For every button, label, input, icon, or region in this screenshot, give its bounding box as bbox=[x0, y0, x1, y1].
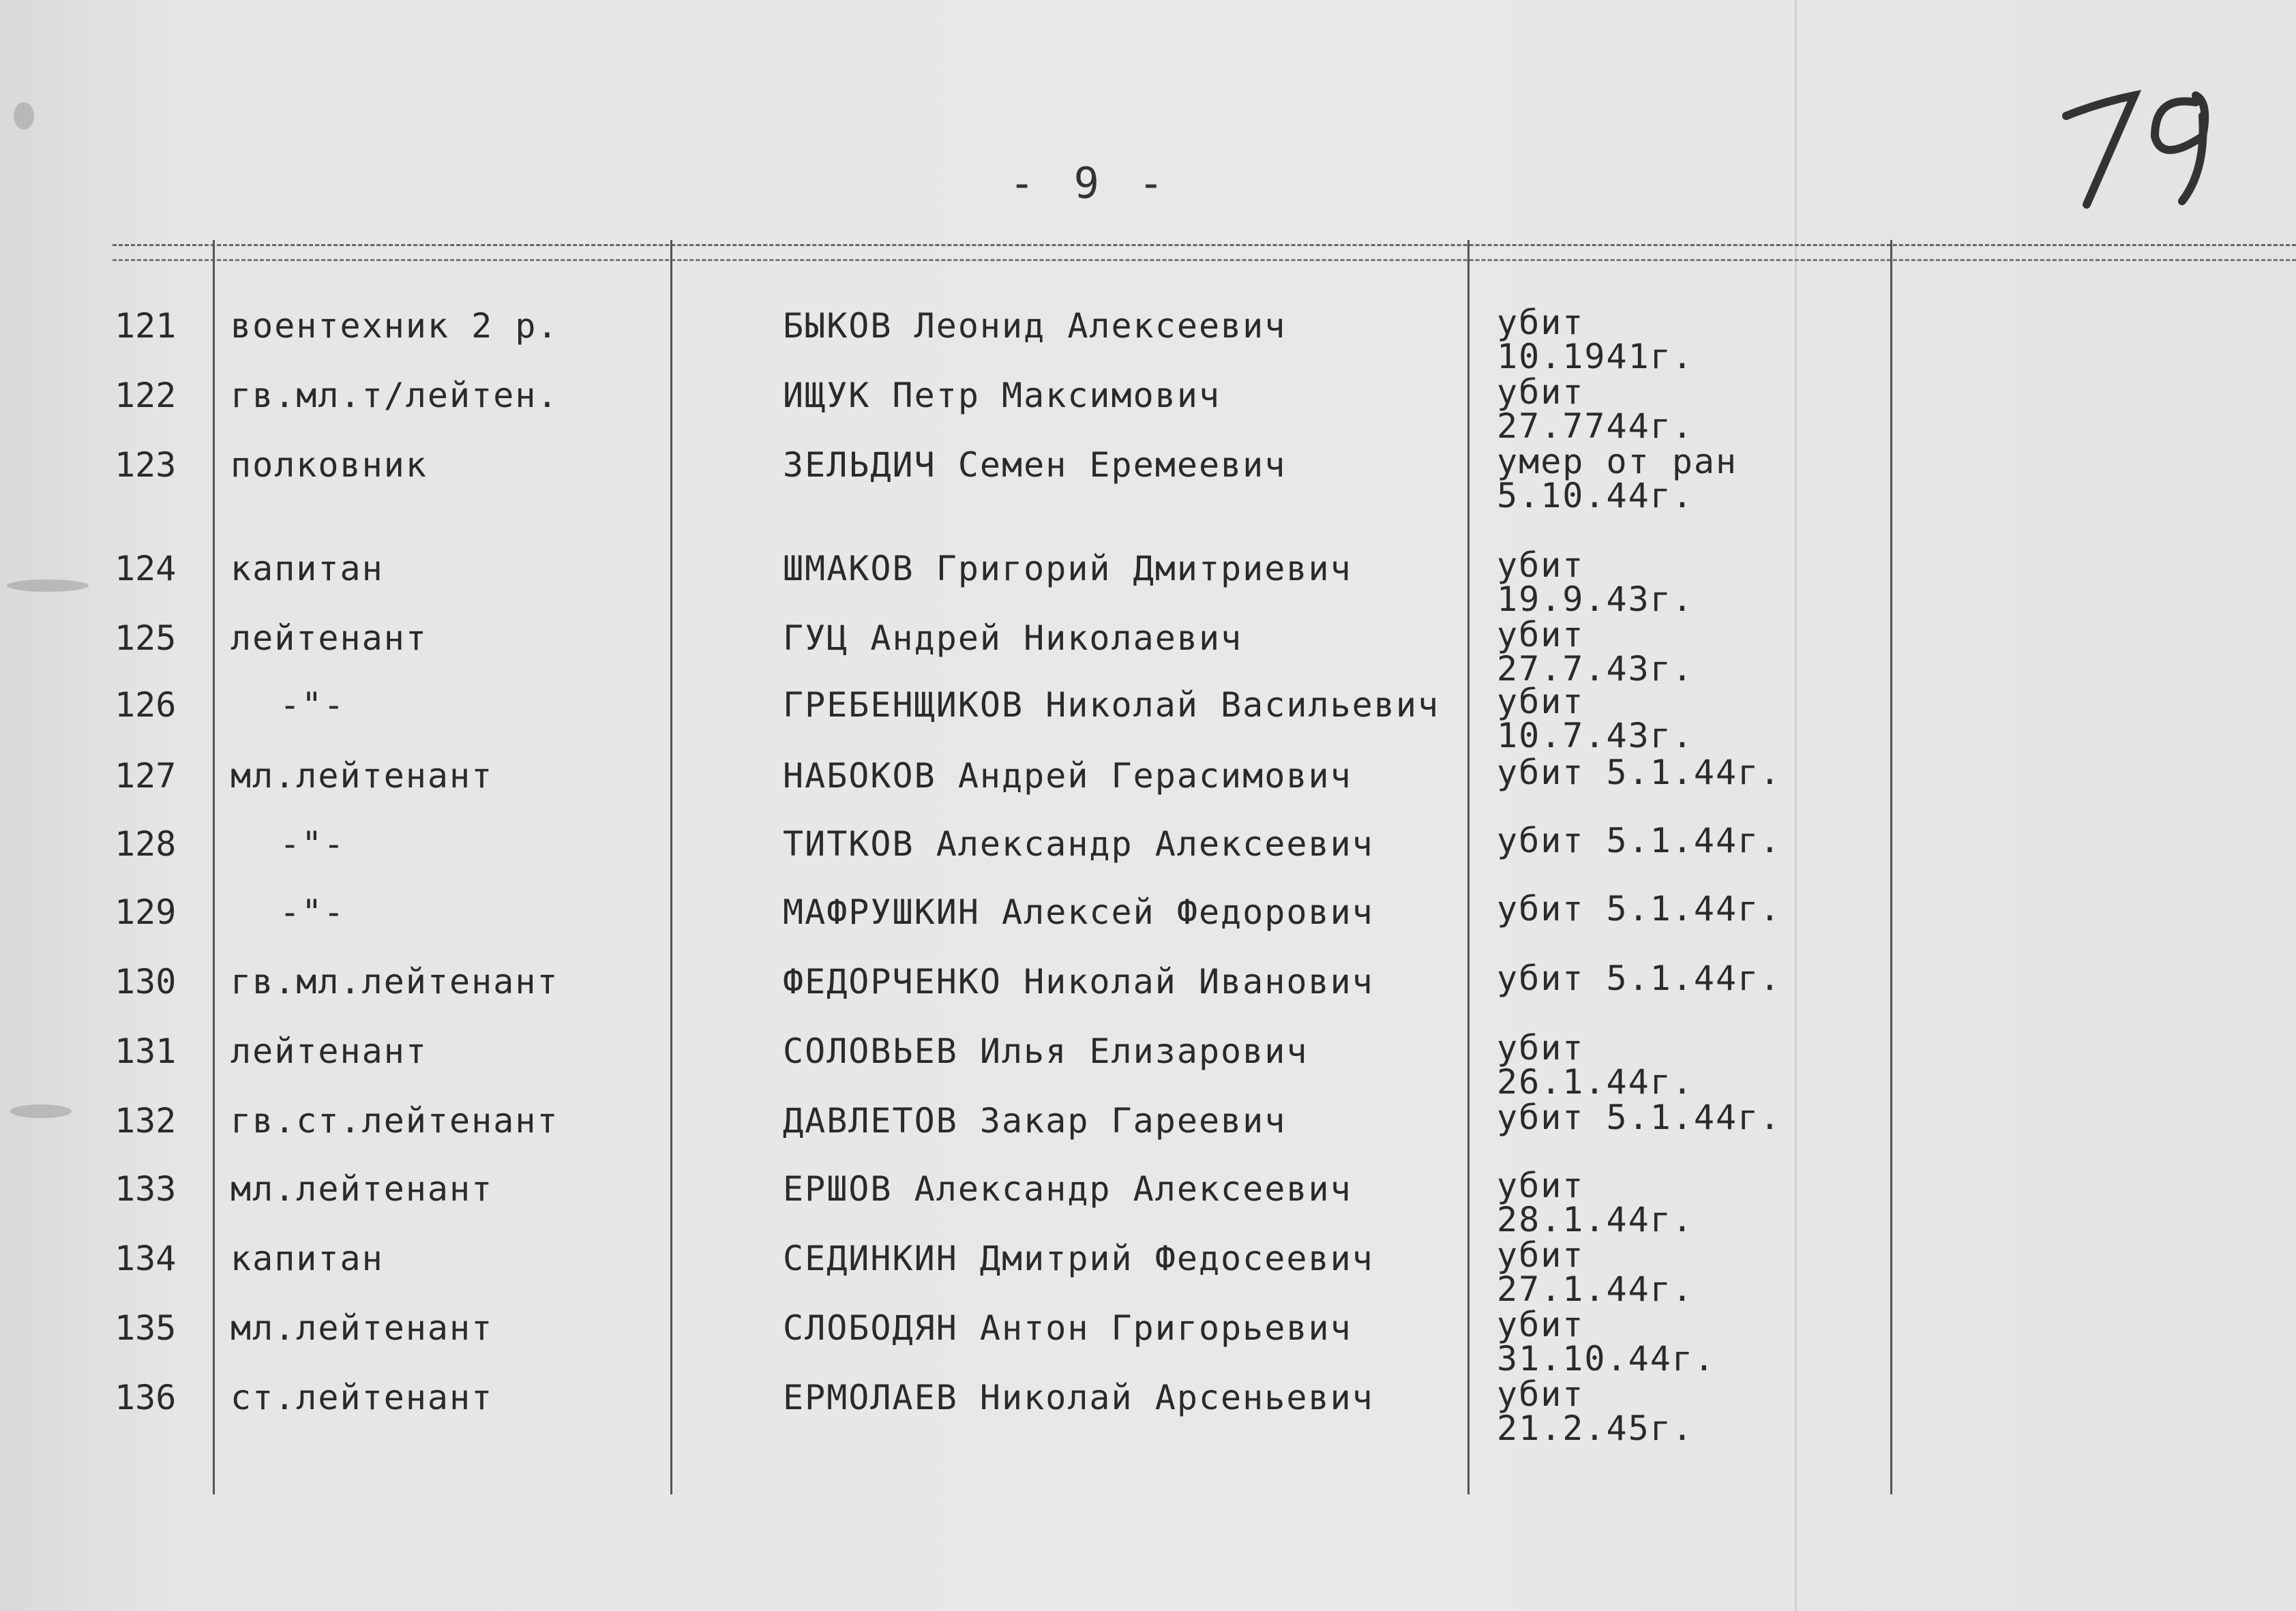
row-number: 126 bbox=[115, 685, 177, 725]
name-cell: ГУЦ Андрей Николаевич bbox=[783, 618, 1243, 658]
fate-cell: убит 19.9.43г. bbox=[1497, 545, 1694, 619]
row-number: 130 bbox=[115, 962, 177, 1002]
table-row bbox=[0, 305, 2296, 374]
fate-cell: убит 27.7744г. bbox=[1497, 372, 1694, 446]
rank-cell: мл.лейтенант bbox=[230, 1169, 494, 1209]
rank-cell: гв.мл.т/лейтен. bbox=[230, 376, 559, 415]
name-cell: ЕРШОВ Александр Алексеевич bbox=[783, 1169, 1352, 1209]
fate-cell: убит 10.7.43г. bbox=[1497, 682, 1694, 755]
rank-cell: -"- bbox=[280, 892, 346, 932]
row-number: 136 bbox=[115, 1378, 177, 1417]
row-number: 121 bbox=[115, 306, 177, 346]
rank-cell: лейтенант bbox=[230, 1032, 428, 1071]
name-cell: ИЩУК Петр Максимович bbox=[783, 376, 1221, 415]
row-number: 128 bbox=[115, 824, 177, 864]
fate-cell: убит 5.1.44г. bbox=[1497, 959, 1782, 998]
table-row bbox=[0, 1305, 2296, 1379]
fate-cell: убит 31.10.44г. bbox=[1497, 1305, 1716, 1379]
name-cell: ТИТКОВ Александр Алексеевич bbox=[783, 824, 1374, 864]
table-row bbox=[0, 1235, 2296, 1309]
row-number: 133 bbox=[115, 1169, 177, 1209]
rank-cell: мл.лейтенант bbox=[230, 756, 494, 796]
fate-cell: убит 5.1.44г. bbox=[1497, 1098, 1782, 1137]
page-number: - 9 - bbox=[1009, 158, 1171, 208]
name-cell: СОЛОВЬЕВ Илья Елизарович bbox=[783, 1032, 1309, 1071]
name-cell: ДАВЛЕТОВ Закар Гареевич bbox=[783, 1101, 1287, 1141]
name-cell: ШМАКОВ Григорий Дмитриевич bbox=[783, 549, 1352, 588]
row-number: 125 bbox=[115, 618, 177, 658]
fate-cell: убит 27.7.43г. bbox=[1497, 615, 1694, 689]
fate-cell: убит 5.1.44г. bbox=[1497, 821, 1782, 860]
table-row bbox=[0, 755, 2296, 824]
name-cell: БЫКОВ Леонид Алексеевич bbox=[783, 306, 1287, 346]
rank-cell: полковник bbox=[230, 445, 428, 485]
table-row bbox=[0, 961, 2296, 1029]
name-cell: ГРЕБЕНЩИКОВ Николай Васильевич bbox=[783, 685, 1440, 725]
fate-cell: убит 28.1.44г. bbox=[1497, 1166, 1694, 1239]
fate-cell: убит 5.1.44г. bbox=[1497, 889, 1782, 929]
row-number: 135 bbox=[115, 1308, 177, 1348]
row-number: 132 bbox=[115, 1101, 177, 1141]
table-row bbox=[0, 615, 2296, 689]
table-row bbox=[0, 442, 2296, 515]
name-cell: НАБОКОВ Андрей Герасимович bbox=[783, 756, 1352, 796]
rank-cell: капитан bbox=[230, 1239, 384, 1278]
table-row bbox=[0, 1166, 2296, 1239]
rank-cell: -"- bbox=[280, 824, 346, 864]
row-number: 122 bbox=[115, 376, 177, 415]
rank-cell: мл.лейтенант bbox=[230, 1308, 494, 1348]
row-number: 124 bbox=[115, 549, 177, 588]
row-number: 129 bbox=[115, 892, 177, 932]
rank-cell: гв.ст.лейтенант bbox=[230, 1101, 559, 1141]
fate-cell: убит 27.1.44г. bbox=[1497, 1235, 1694, 1309]
table-row bbox=[0, 889, 2296, 960]
row-number: 134 bbox=[115, 1239, 177, 1278]
row-number: 127 bbox=[115, 756, 177, 796]
fate-cell: убит 5.1.44г. bbox=[1497, 753, 1782, 792]
name-cell: СЕДИНКИН Дмитрий Федосеевич bbox=[783, 1239, 1374, 1278]
table-row bbox=[0, 684, 2296, 753]
fate-cell: убит 21.2.45г. bbox=[1497, 1374, 1694, 1448]
table-row bbox=[0, 821, 2296, 892]
rank-cell: -"- bbox=[280, 685, 346, 725]
rank-cell: капитан bbox=[230, 549, 384, 588]
fate-cell: умер от ран 5.10.44г. bbox=[1497, 442, 1738, 515]
row-number: 131 bbox=[115, 1032, 177, 1071]
name-cell: СЛОБОДЯН Антон Григорьевич bbox=[783, 1308, 1352, 1348]
rank-cell: воентехник 2 р. bbox=[230, 306, 559, 346]
table-row bbox=[0, 372, 2296, 446]
name-cell: ЕРМОЛАЕВ Николай Арсеньевич bbox=[783, 1378, 1374, 1417]
table-row bbox=[0, 1374, 2296, 1448]
name-cell: ФЕДОРЧЕНКО Николай Иванович bbox=[783, 962, 1374, 1002]
name-cell: МАФРУШКИН Алексей Федорович bbox=[783, 892, 1374, 932]
table-row bbox=[0, 1100, 2296, 1169]
rank-cell: ст.лейтенант bbox=[230, 1378, 494, 1417]
rank-cell: гв.мл.лейтенант bbox=[230, 962, 559, 1002]
table-row bbox=[0, 545, 2296, 619]
fate-cell: убит 10.1941г. bbox=[1497, 303, 1694, 376]
rank-cell: лейтенант bbox=[230, 618, 428, 658]
row-number: 123 bbox=[115, 445, 177, 485]
table-row bbox=[0, 1028, 2296, 1102]
fate-cell: убит 26.1.44г. bbox=[1497, 1028, 1694, 1102]
name-cell: ЗЕЛЬДИЧ Семен Еремеевич bbox=[783, 445, 1287, 485]
